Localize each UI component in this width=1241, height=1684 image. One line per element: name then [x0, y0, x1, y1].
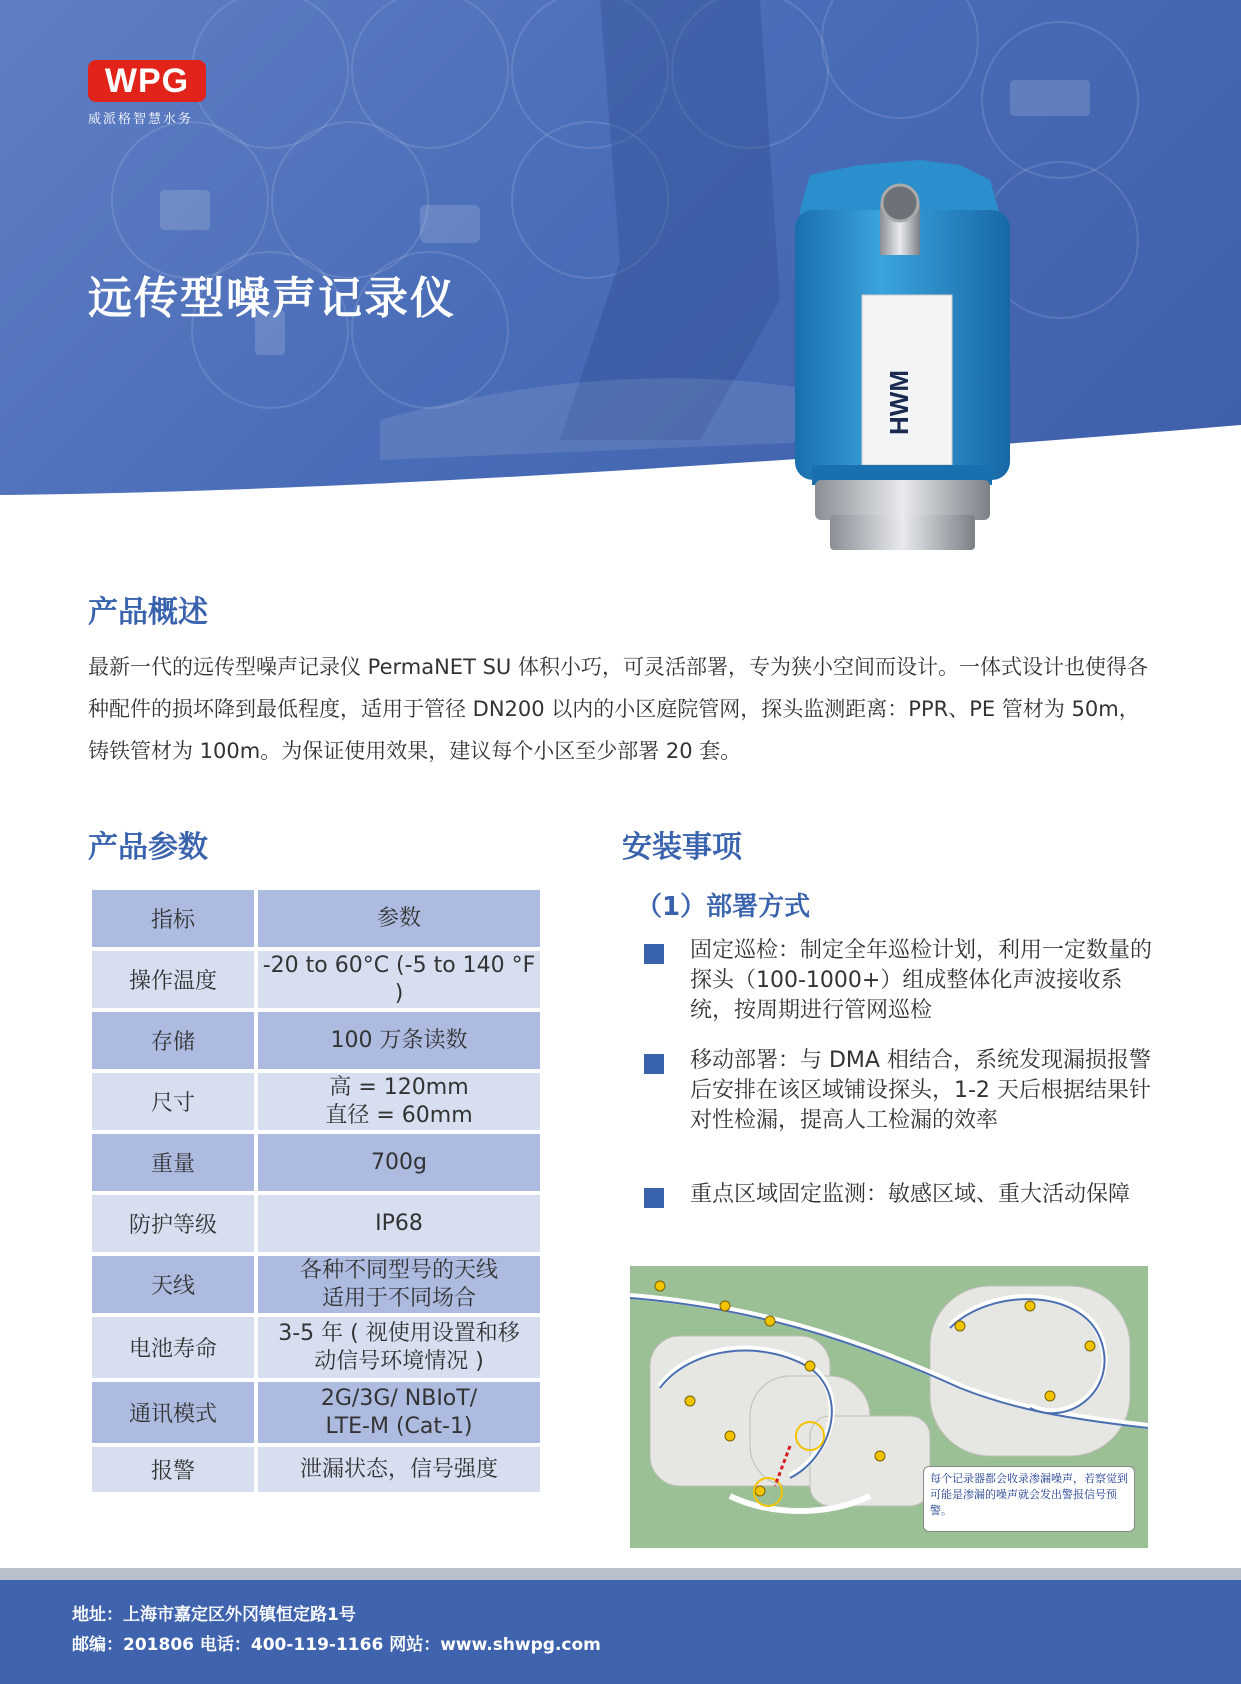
square-bullet-icon	[644, 1054, 664, 1074]
param-value	[258, 1256, 540, 1313]
table-row	[92, 1256, 540, 1313]
param-value-line: LTE-M (Cat-1)	[325, 1413, 473, 1439]
noise-logger-device-image	[790, 155, 1030, 565]
install-heading: 安装事项	[622, 830, 742, 865]
square-bullet-icon	[644, 944, 664, 964]
table-row	[92, 1195, 540, 1252]
footer	[0, 1580, 1241, 1684]
param-label: 通讯模式	[92, 1382, 254, 1443]
param-label: 天线	[92, 1256, 254, 1313]
param-label: 报警	[92, 1447, 254, 1492]
param-label: 存储	[92, 1012, 254, 1069]
param-value-line: -20 to 60°C (-5 to 140 °F )	[262, 952, 536, 1006]
param-label: 重量	[92, 1134, 254, 1191]
param-value	[258, 1012, 540, 1069]
page-title: 远传型噪声记录仪	[88, 273, 456, 324]
list-item	[644, 1180, 1164, 1210]
overview-heading: 产品概述	[88, 595, 208, 630]
param-value-line: 动信号环境情况 )	[314, 1348, 484, 1374]
param-value-line: IP68	[375, 1210, 423, 1236]
param-value	[258, 1447, 540, 1492]
table-row	[92, 1382, 540, 1443]
bullet-text: 重点区域固定监测：敏感区域、重大活动保障	[690, 1182, 1131, 1207]
param-value-line: 直径 = 60mm	[325, 1102, 473, 1128]
list-item	[644, 1046, 1164, 1136]
param-label: 电池寿命	[92, 1317, 254, 1378]
table-row	[92, 951, 540, 1008]
bullet-text: 移动部署：与 DMA 相结合，系统发现漏损报警后安排在该区域铺设探头，1-2 天后根据结果针对性检漏，提高人工检漏的效率	[690, 1048, 1151, 1133]
overview-text: 最新一代的远传型噪声记录仪 PermaNET SU 体积小巧，可灵活部署，专为狭小空间而设计。一体式设计也使得各种配件的损坏降到最低程度，适用于管径 DN200 以内的小区庭院管网，探头监测距离：PPR、PE 管材为 50m，铸铁管材为 100m。为保证使用效果，建议每个小区至少部署 20 套。	[88, 655, 1148, 763]
device-brand-label: HWM	[884, 370, 914, 435]
param-value-line: 高 = 120mm	[329, 1074, 469, 1100]
footer-contact: 邮编：201806 电话：400-119-1166 网站：www.shwpg.com	[72, 1635, 601, 1655]
hero-banner	[0, 0, 1241, 500]
deployment-subheading: （1）部署方式	[636, 892, 811, 922]
params-header-indicator: 指标	[92, 890, 254, 947]
brand-tagline: 威派格智慧水务	[88, 112, 194, 127]
param-value-line: 2G/3G/ NBIoT/	[320, 1385, 478, 1411]
param-value-line: 各种不同型号的天线	[299, 1257, 498, 1283]
wpg-logo: WPG	[88, 60, 206, 102]
param-value-line: 100 万条读数	[330, 1027, 468, 1053]
bullet-text: 固定巡检：制定全年巡检计划，利用一定数量的探头（100-1000+）组成整体化声波接收系统，按周期进行管网巡检	[690, 938, 1153, 1023]
params-header-row	[92, 890, 540, 947]
param-value	[258, 1317, 540, 1378]
params-table	[92, 890, 540, 1496]
param-label: 防护等级	[92, 1195, 254, 1252]
table-row	[92, 1012, 540, 1069]
params-heading: 产品参数	[88, 830, 208, 865]
param-value	[258, 951, 540, 1008]
footer-stripe	[0, 1568, 1241, 1580]
footer-address: 地址：上海市嘉定区外冈镇恒定路1号	[72, 1605, 356, 1625]
param-value-line: 700g	[371, 1149, 427, 1175]
param-value-line: 3-5 年 ( 视使用设置和移	[278, 1320, 520, 1346]
table-row	[92, 1447, 540, 1492]
table-row	[92, 1317, 540, 1378]
table-row	[92, 1073, 540, 1130]
params-header-value: 参数	[258, 890, 540, 947]
table-row	[92, 1134, 540, 1191]
param-value	[258, 1073, 540, 1130]
param-label: 操作温度	[92, 951, 254, 1008]
param-value-line: 泄漏状态，信号强度	[299, 1456, 498, 1482]
deployment-map	[630, 1266, 1148, 1548]
param-label: 尺寸	[92, 1073, 254, 1130]
param-value-line: 适用于不同场合	[321, 1285, 476, 1311]
param-value	[258, 1195, 540, 1252]
list-item	[644, 936, 1164, 1026]
param-value	[258, 1134, 540, 1191]
map-callout: 每个记录器都会收录渗漏噪声，若察觉到可能是渗漏的噪声就会发出警报信号预警。	[923, 1466, 1135, 1532]
square-bullet-icon	[644, 1188, 664, 1208]
param-value	[258, 1382, 540, 1443]
